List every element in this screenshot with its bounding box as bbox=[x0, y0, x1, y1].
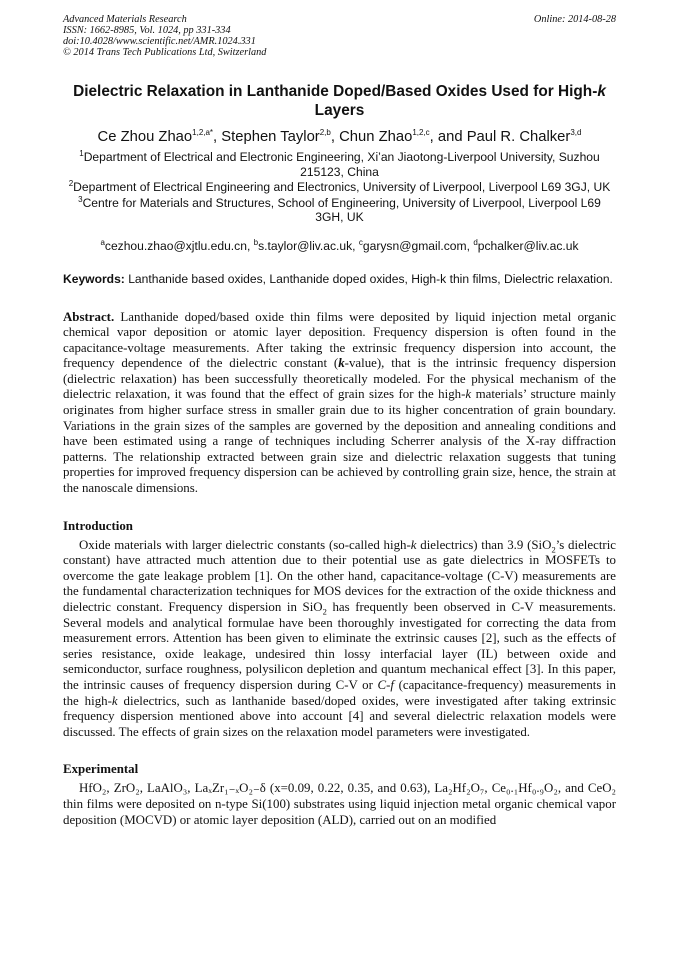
author-separator: , and bbox=[429, 129, 467, 145]
doi-line: doi:10.4028/www.scientific.net/AMR.1024.331 bbox=[63, 36, 256, 47]
intro-text-5: (capacitance-frequency) measurements in the high- bbox=[63, 677, 617, 708]
author-separator: , bbox=[330, 129, 340, 145]
author-separator: , bbox=[213, 129, 222, 145]
experimental-paragraph: HfO₂, ZrO₂, LaAlO₃, LaₓZr₁₋ₓO₂₋δ (x=0.09, 0.22, 0.35, and 0.63), La₂Hf₂O₇, Ce₀.₁Hf₀.₉O₂, and CeO₂ thin films were deposited on n-type Si(100) substrates using liquid injection metal organic chemical vapor deposition (MOCVD) or atomic layer deposition (ALD), carried out on an modified bbox=[63, 781, 616, 827]
intro-cf: C-f bbox=[377, 677, 394, 692]
paper-title bbox=[63, 82, 616, 120]
intro-text-6: dielectrics, such as lanthanide based/doped oxides, were investigated after taking extrinsic frequency dispersion mentioned above into account [4] and several dielectric relaxation models were discussed. The effects of grain sizes on the relaxation model parameters were investigated. bbox=[63, 693, 616, 739]
intro-text-3: ’s dielectric constant) have attracted much attention due to their potential use as gate dielectrics in MOSFETs to overcome the gate leakage problem [1]. On the other hand, capacitance-voltage (C-V) measurements are the fundamental characterization techniques for MOS devices for the extraction of the oxide thickness and dielectric constant. Frequency dispersion in SiO bbox=[63, 537, 616, 614]
paper-page bbox=[63, 14, 616, 828]
affiliation-text: Department of Electrical Engineering and Electronics, University of Liverpool, Liverpool L69 3GJ, UK bbox=[73, 180, 611, 194]
author-sup: 1,2,a* bbox=[192, 128, 214, 138]
author-sup: 1,2,c bbox=[412, 128, 430, 138]
author-name: Stephen Taylor bbox=[221, 129, 320, 145]
title-part2: Layers bbox=[314, 102, 365, 119]
journal-name: Advanced Materials Research bbox=[63, 14, 187, 25]
abstract bbox=[63, 310, 616, 497]
intro-text-1: Oxide materials with larger dielectric constants (so-called high- bbox=[79, 537, 411, 552]
email-sup: c bbox=[358, 237, 363, 247]
abstract-k-bold: k bbox=[338, 356, 345, 371]
author-name: Paul R. Chalker bbox=[466, 129, 571, 145]
affiliation-text: Department of Electrical and Electronic Engineering, Xi’an Jiaotong-Liverpool University, Suzhou 215123, China bbox=[83, 150, 600, 179]
abstract-text-1: Lanthanide doped/based oxide thin films were deposited by liquid injection metal organic chemical vapor deposition or atomic layer deposition. Frequency dispersion is often found in the capacitance-voltage measurements. After taking the extrinsic frequency dispersion into account, the frequency dependence of the dielectric constant ( bbox=[63, 309, 616, 371]
experimental-heading: Experimental bbox=[63, 762, 139, 777]
affiliation-text: Centre for Materials and Structures, School of Engineering, University of Liverpool, Liverpool L69 3GH, UK bbox=[82, 195, 601, 224]
email-sup: b bbox=[253, 237, 259, 247]
introduction-paragraph bbox=[63, 538, 616, 741]
email-address[interactable]: s.taylor@liv.ac.uk bbox=[258, 238, 353, 253]
email-address[interactable]: garysn@gmail.com bbox=[362, 238, 467, 253]
author-name: Chun Zhao bbox=[339, 129, 413, 145]
journal-header bbox=[63, 14, 616, 58]
intro-k-2: k bbox=[111, 693, 118, 708]
affiliation-sup: 2 bbox=[68, 178, 74, 188]
affiliation-sup: 3 bbox=[78, 194, 83, 204]
intro-text-4: has frequently been observed in C-V measurements. Several models and analytical formulae have been thoroughly investigated for correcting the data from measurement errors. Attention has been given to eliminate the extrinsic causes [2], such as the effects of series resistance, oxide leakage, undesired thin lossy interfacial layer (IL) between oxide and semiconductor, surface roughness, polysilicon depletion and quantum mechanical effect [3]. In this paper, the intrinsic causes of frequency dispersion during C-V or bbox=[63, 600, 616, 692]
title-k: k bbox=[597, 83, 606, 100]
intro-sub-2: 2 bbox=[322, 606, 327, 617]
copyright-line: © 2014 Trans Tech Publications Ltd, Switzerland bbox=[63, 47, 267, 58]
keywords-label: Keywords: bbox=[63, 271, 125, 286]
abstract-text-3: materials’ structure mainly originates from higher surface stress in smaller grain due to its higher concentration of grain boundary. Variations in the grain sizes of the samples are governed by the deposition and annealing conditions and have been estimated using a range of techniques including Scherrer analysis of the X-ray diffraction patterns. The relationship extracted between grain size and dielectric relaxation suggests that tuning properties for improved frequency dispersion can be achieved by controlling grain size, hence, the strain at the nanoscale dimensions. bbox=[63, 387, 616, 496]
author-name: Ce Zhou Zhao bbox=[97, 129, 193, 145]
email-sup: a bbox=[100, 237, 105, 247]
introduction-heading: Introduction bbox=[63, 518, 133, 533]
abstract-text-2: -value), that is the intrinsic frequency dispersion (dielectric relaxation) has been successfully theoretically modeled. For the physical mechanism of the dielectric relaxation, it was found that the effect of grain sizes for the high- bbox=[63, 356, 616, 402]
author-emails: $^a$cezhou.zhao@xjtlu.edu.cn, $^b$s.taylor@liv.ac.uk, $^c$garysn@gmail.com, $^d$pchalker@liv.ac.uk bbox=[100, 237, 579, 253]
affiliation bbox=[63, 180, 616, 195]
affiliation-sup: 1 bbox=[79, 148, 84, 158]
email-address[interactable]: pchalker@liv.ac.uk bbox=[477, 238, 579, 253]
abstract-k-italic: k bbox=[465, 387, 472, 402]
intro-k-1: k bbox=[410, 537, 417, 552]
abstract-label: Abstract. bbox=[63, 309, 115, 324]
email-address[interactable]: cezhou.zhao@xjtlu.edu.cn bbox=[104, 238, 247, 253]
online-date: Online: 2014-08-28 bbox=[533, 14, 616, 25]
title-part1: Dielectric Relaxation in Lanthanide Doped/Based Oxides Used for High- bbox=[73, 83, 598, 100]
author-sup: 2,b bbox=[319, 128, 331, 138]
email-sup: d bbox=[473, 237, 478, 247]
keywords bbox=[63, 272, 616, 287]
affiliations bbox=[63, 150, 616, 225]
intro-sub-1: 2 bbox=[551, 544, 556, 555]
author-list bbox=[63, 128, 616, 146]
keywords-text: Lanthanide based oxides, Lanthanide doped oxides, High-k thin films, Dielectric relaxation. bbox=[124, 271, 613, 286]
issn-line: ISSN: 1662-8985, Vol. 1024, pp 331-334 bbox=[63, 25, 231, 36]
intro-text-2: dielectrics) than 3.9 (SiO bbox=[416, 537, 552, 552]
author-sup: 3,d bbox=[570, 128, 582, 138]
affiliation bbox=[63, 196, 616, 225]
affiliation bbox=[63, 150, 616, 179]
